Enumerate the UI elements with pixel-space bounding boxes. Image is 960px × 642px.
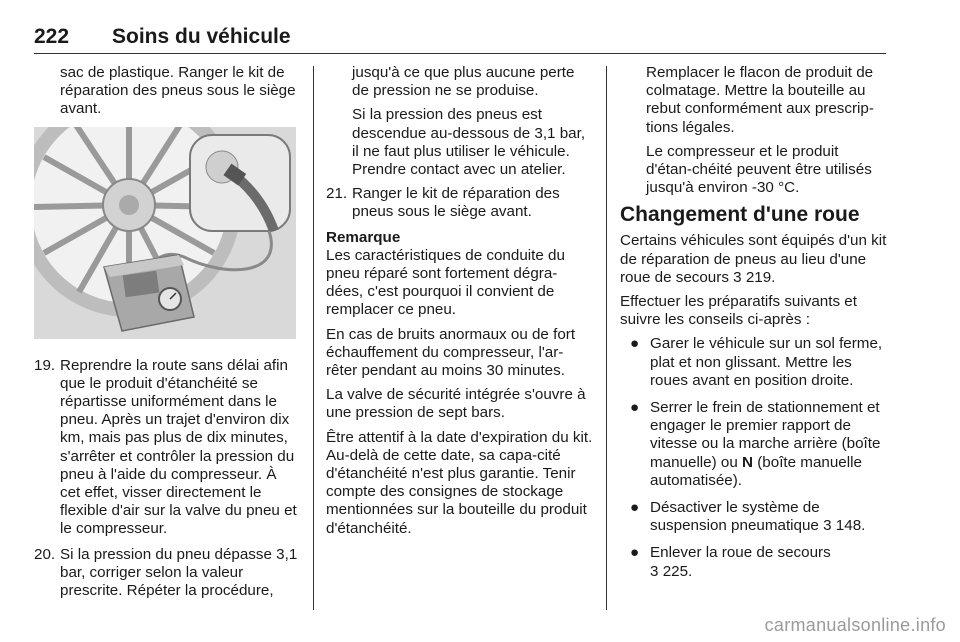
bullet-item <box>620 499 888 535</box>
page-header <box>0 0 960 52</box>
bullet-text: Garer le véhicule sur un sol ferme, plat et non glissant. Mettre les roues avant en position droite. <box>650 335 883 389</box>
bullet-icon: ● <box>630 544 640 562</box>
column-divider-1 <box>313 66 314 610</box>
paragraph: Le compresseur et le produit d'étan-chéité peuvent être utilisés jusqu'à environ -30 °C. <box>646 142 872 197</box>
bullet-text: Désactiver le système de suspension pneumatique <box>650 499 820 535</box>
bullet-item <box>620 399 888 490</box>
bullet-text: Enlever la roue de secours <box>650 544 831 562</box>
bullet-icon: ● <box>630 335 640 353</box>
step-20 <box>34 546 300 601</box>
bullet-text: (boîte manuelle automatisée). <box>650 453 862 489</box>
page-ref[interactable]: 225. <box>662 562 693 580</box>
gear-label: N <box>742 453 754 471</box>
bullet-icon: ● <box>630 399 640 417</box>
valve-zoom-inset <box>190 135 290 231</box>
pressure-warning: Si la pression des pneus est descendue au-dessous de 3,1 bar, il ne faut plus utiliser le véhicule. Prendre contact avec un atelier. <box>352 106 586 179</box>
column-divider-2 <box>606 66 607 610</box>
page-ref[interactable]: 219. <box>745 268 776 286</box>
paragraph: Effectuer les préparatifs suivants et suivre les conseils ci-après : <box>620 293 857 329</box>
step-19 <box>34 357 300 539</box>
note-paragraph: Être attentif à la date d'expiration du kit. Au-delà de cette date, sa capa-cité d'étanchéité n'est plus garantie. Tenir compte des consignes de stockage mentionnées sur la bouteille du produit d'étanchéité. <box>326 428 593 537</box>
step-20-continuation: jusqu'à ce que plus aucune perte de pression ne se produise. <box>352 64 575 100</box>
column-3 <box>620 64 888 590</box>
bullet-icon: ● <box>630 499 640 517</box>
step-text: Ranger le kit de réparation des pneus sous le siège avant. <box>352 185 560 221</box>
step-text: Reprendre la route sans délai afin que le produit d'étanchéité se répartisse uniformément dans le pneu. Après un trajet d'environ dix km, mais pas plus de dix minutes, s'arrêter et contrôler la pression du pneu à l'aide du compresseur. À cet effet, visser directement le flexible d'air sur la valve du pneu et le compresseur. <box>60 356 297 538</box>
bullet-item <box>620 335 888 390</box>
step-number: 21. <box>326 185 348 203</box>
note-paragraph: Les caractéristiques de conduite du pneu réparé sont fortement dégra-dées, c'est pourquoi il convient de remplacer ce pneu. <box>326 246 565 319</box>
page-ref[interactable]: 148. <box>835 517 866 535</box>
step-text: Si la pression du pneu dépasse 3,1 bar, corriger selon la valeur prescrite. Répéter la procédure, <box>60 545 298 600</box>
column-2 <box>326 64 594 544</box>
note-title: Remarque <box>326 228 401 246</box>
bullet-item <box>620 544 888 580</box>
bullet-text: Serrer le frein de stationnement et engager le premier rapport de vitesse ou la marche arrière (boîte manuelle) ou <box>650 399 881 471</box>
page-ref-arrow-icon: 3 <box>650 562 659 580</box>
note-paragraph: La valve de sécurité intégrée s'ouvre à une pression de sept bars. <box>326 386 586 422</box>
step-21 <box>326 185 594 221</box>
section-title: Soins du véhicule <box>112 25 291 48</box>
step-number: 19. <box>34 356 56 374</box>
step-number: 20. <box>34 545 56 563</box>
column-1 <box>34 64 300 607</box>
subsection-heading: Changement d'une roue <box>620 203 860 227</box>
watermark: carmanualsonline.info <box>764 615 946 635</box>
paragraph <box>620 232 888 287</box>
tire-repair-kit-illustration <box>34 127 296 339</box>
paragraph-text: Certains véhicules sont équipés d'un kit de réparation de pneus au lieu d'une roue de secours <box>620 232 887 286</box>
intro-text: sac de plastique. Ranger le kit de réparation des pneus sous le siège avant. <box>60 64 296 118</box>
note-paragraph: En cas de bruits anormaux ou de fort échauffement du compresseur, l'ar-rêter pendant au moins 30 minutes. <box>326 325 576 380</box>
page-ref-arrow-icon: 3 <box>733 268 742 286</box>
paragraph: Remplacer le flacon de produit de colmatage. Mettre la bouteille au rebut conformément aux prescrip-tions légales. <box>646 64 874 136</box>
header-divider <box>34 53 886 54</box>
page-number: 222 <box>34 25 70 48</box>
page-ref-arrow-icon: 3 <box>823 517 832 535</box>
